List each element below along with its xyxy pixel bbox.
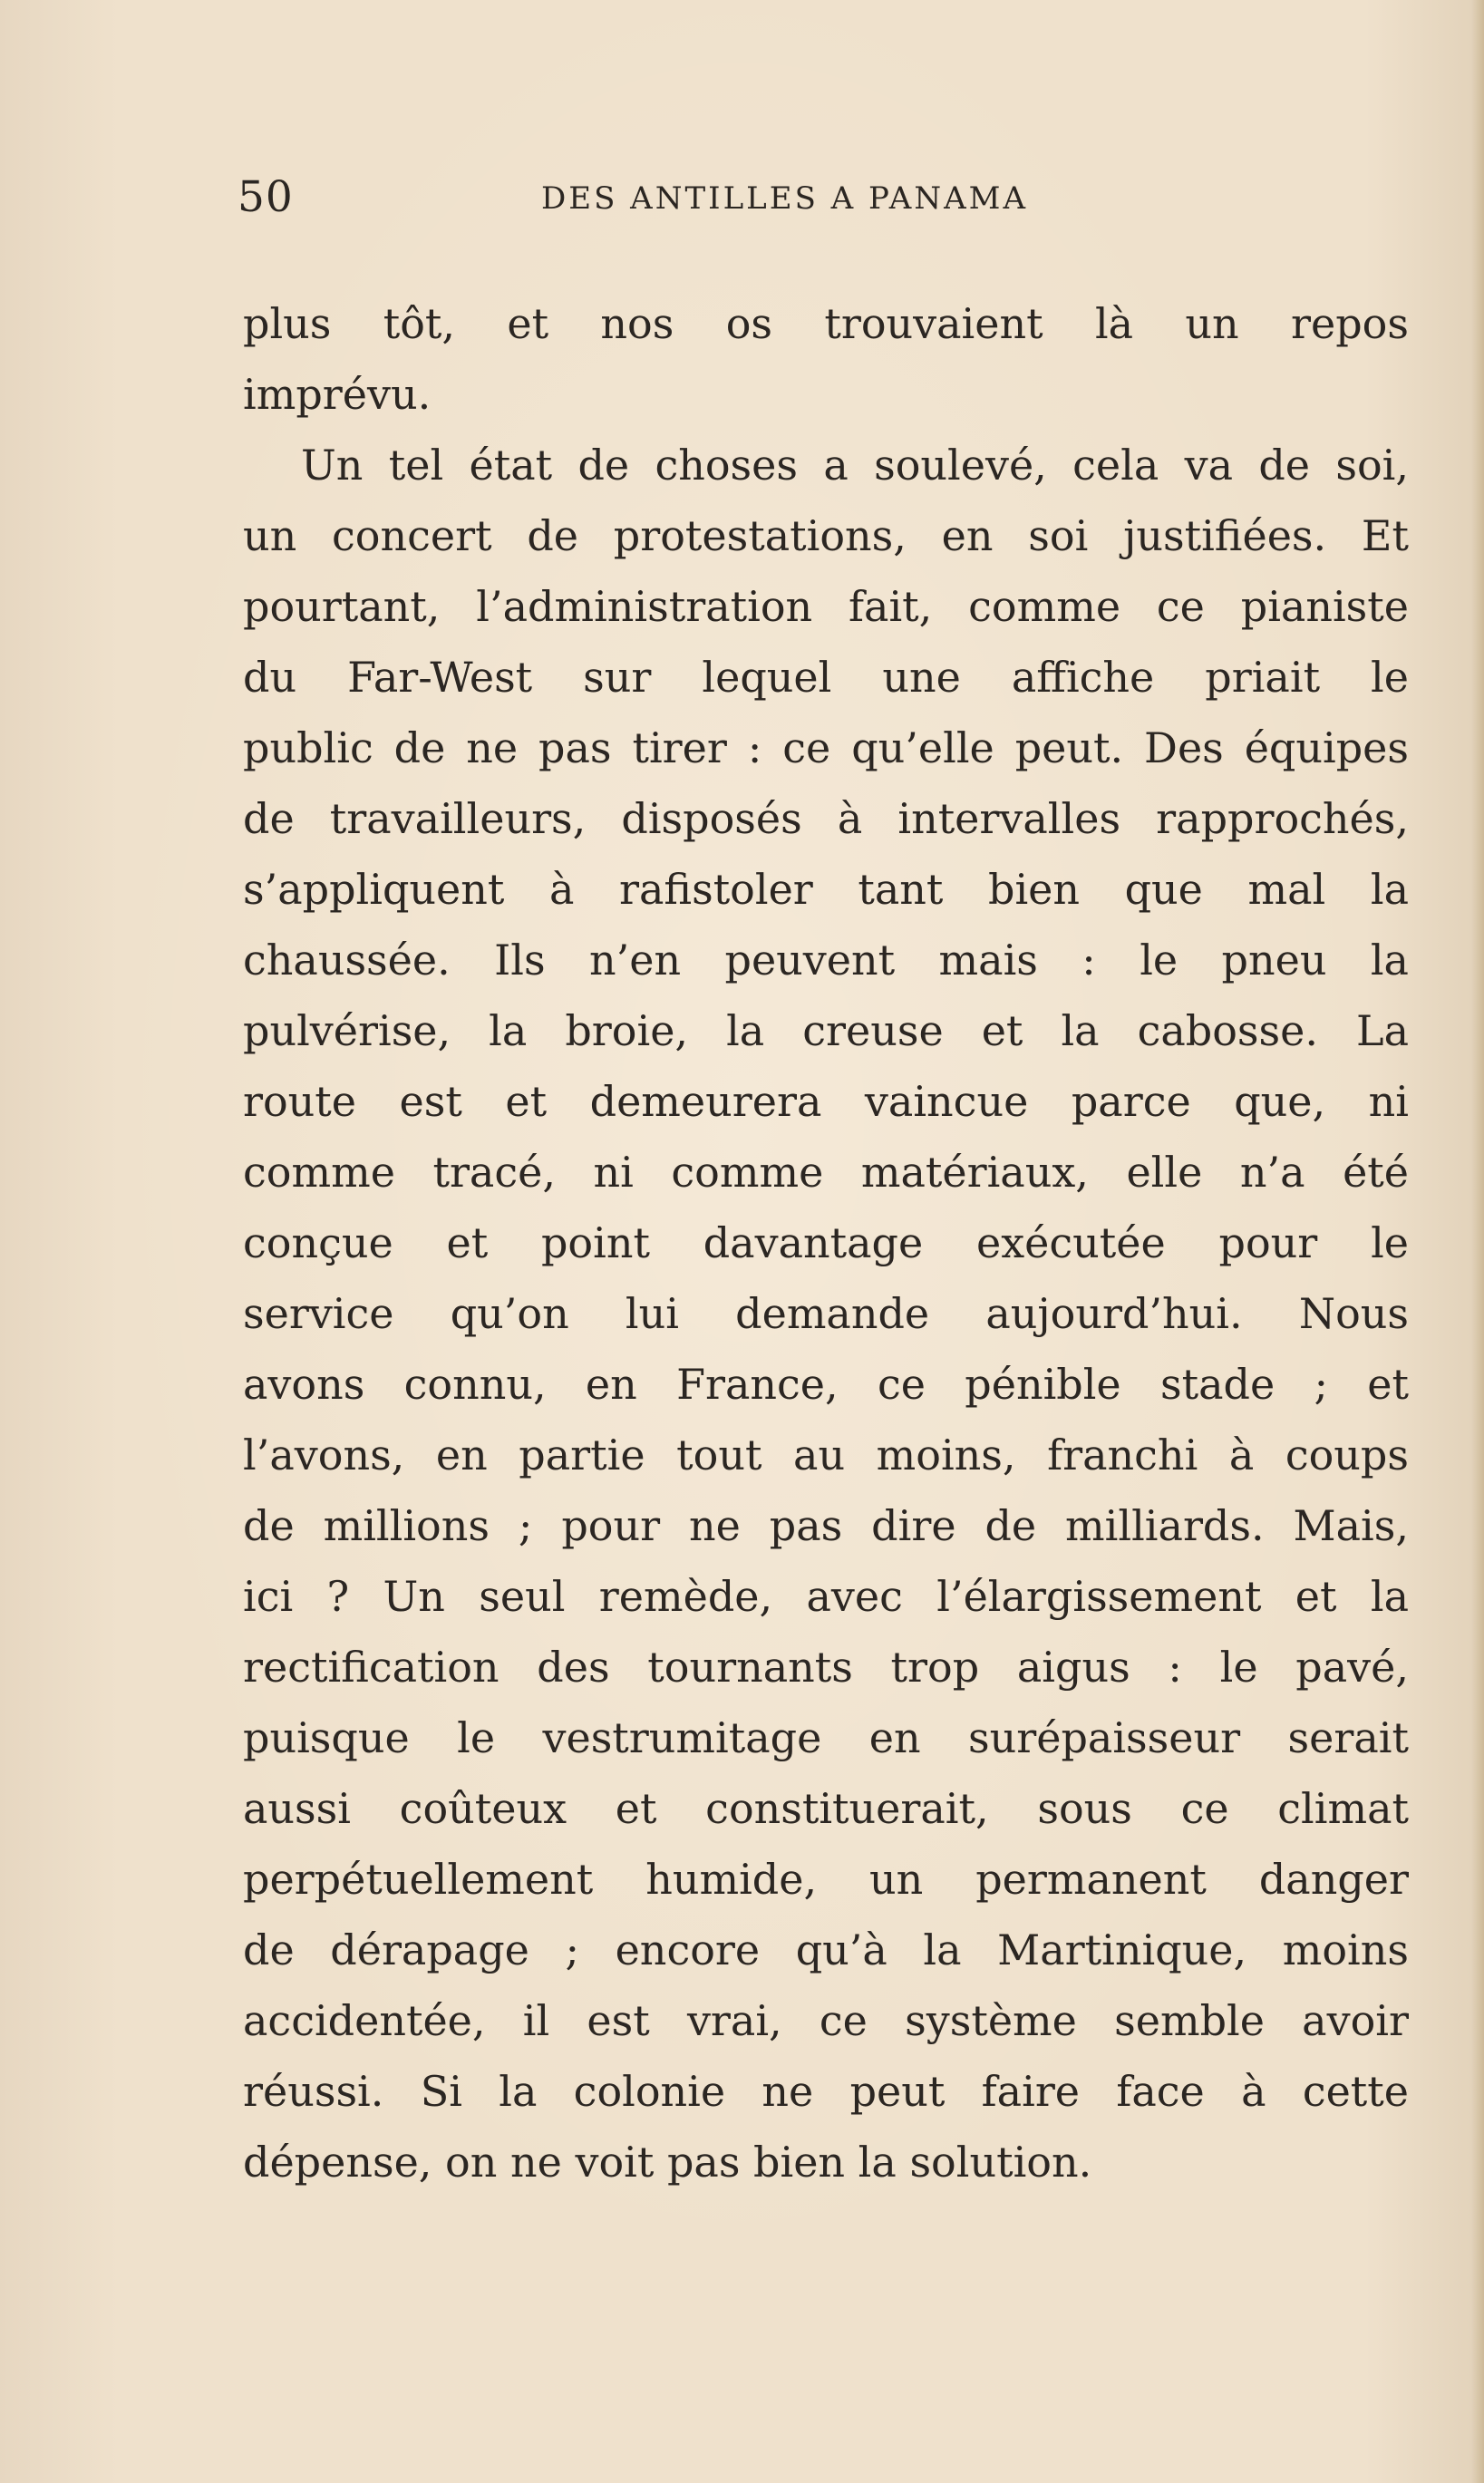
text-line: service qu’on lui demande aujourd’hui. Nous [243,1289,1409,1338]
text-line: route est et demeurera vaincue parce que, ni [243,1077,1409,1126]
text-line: aussi coûteux et constituerait, sous ce climat [243,1784,1409,1833]
text-line: l’avons, en partie tout au moins, franchi à coups [243,1431,1409,1479]
body-text [243,288,1409,2197]
page-edge-shadow [1471,0,1484,2483]
page-number: 50 [238,172,294,222]
text-line: s’appliquent à rafistoler tant bien que mal la [243,865,1409,914]
running-title: DES ANTILLES A PANAMA [541,180,1029,217]
text-line: dépense, on ne voit pas bien la solution. [243,2138,1092,2187]
text-line: perpétuellement humide, un permanent danger [243,1855,1409,1904]
text-line: public de ne pas tirer : ce qu’elle peut. Des équipes [243,723,1409,772]
text-line: rectification des tournants trop aigus : le pavé, [243,1643,1409,1692]
text-line: du Far-West sur lequel une affiche priait le [243,653,1409,702]
text-line: un concert de protestations, en soi justifiées. Et [243,511,1409,560]
text-line: plus tôt, et nos os trouvaient là un repos [243,299,1409,348]
text-line: conçue et point davantage exécutée pour le [243,1218,1409,1267]
text-line: de travailleurs, disposés à intervalles rapprochés, [243,794,1409,843]
text-line: Un tel état de choses a soulevé, cela va de soi, [301,441,1409,490]
text-line: pourtant, l’administration fait, comme ce pianiste [243,582,1409,631]
text-line: réussi. Si la colonie ne peut faire face à cette [243,2067,1409,2116]
text-line: de dérapage ; encore qu’à la Martinique, moins [243,1925,1409,1974]
text-line: pulvérise, la broie, la creuse et la cabosse. La [243,1006,1409,1055]
text-line: accidentée, il est vrai, ce système semble avoir [243,1996,1409,2045]
text-line: ici ? Un seul remède, avec l’élargissement et la [243,1572,1409,1621]
text-line: avons connu, en France, ce pénible stade ; et [243,1360,1409,1409]
text-line: imprévu. [243,370,432,419]
page-header [238,170,1411,225]
text-line: comme tracé, ni comme matériaux, elle n’a été [243,1148,1409,1197]
text-line: puisque le vestrumitage en surépaisseur serait [243,1713,1409,1762]
text-line: chaussée. Ils n’en peuvent mais : le pneu la [243,936,1409,984]
text-line: de millions ; pour ne pas dire de milliards. Mais, [243,1501,1409,1550]
